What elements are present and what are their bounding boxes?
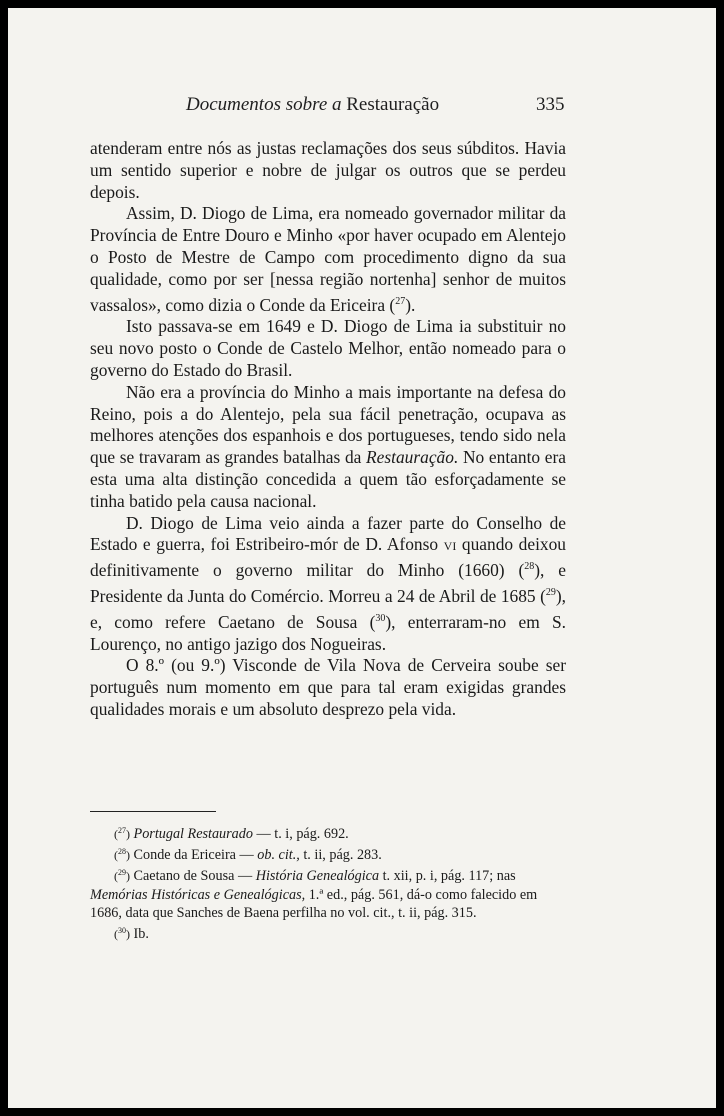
footnote-ref: 30: [375, 612, 386, 624]
footnote-separator: [90, 811, 216, 812]
paragraph: atenderam entre nós as justas reclamações dos seus súbditos. Havia um sentido superior e nobre de julgar os outros que se perdeu depois.: [90, 138, 566, 202]
page-number: 335: [536, 94, 565, 115]
book-page: [8, 8, 716, 1108]
paragraph: D. Diogo de Lima veio ainda a fazer parte do Conselho de Estado e guerra, foi Estribeiro-mór de D. Afonso vi quando deixou definitivamente o governo militar do Minho (1660) ($^{28}$), e Presidente da Junta do Comércio. Morreu a 24 de Abril de 1685 ($^{29}$), e, como refere Caetano de Sousa ($^{30}$), enterraram-no em S. Lourenço, no antigo jazigo dos Nogueiras.: [90, 512, 566, 654]
paragraph: O 8.º (ou 9.º) Visconde de Vila Nova de Cerveira soube ser português num momento em que para tal eram exigidas grandes qualidades morais e um absoluto desprezo pela vida.: [90, 655, 566, 719]
footnote-ref: 29: [545, 586, 556, 598]
footnote: ($^{30}$) Ib.: [114, 926, 149, 943]
footnote-ref: 27: [395, 295, 406, 307]
paragraph: Isto passava-se em 1649 e D. Diogo de Lima ia substituir no seu novo posto o Conde de Castelo Melhor, então nomeado para o governo do Estado do Brasil.: [90, 316, 566, 380]
footnote-ref: 28: [524, 561, 535, 573]
footnote: ($^{27}$) Portugal Restaurado — t. i, pág. 692.: [114, 826, 349, 842]
running-title: Documentos sobre a Restauração: [186, 94, 440, 115]
running-header: [8, 94, 716, 120]
footnote: ($^{28}$) Conde da Ericeira — ob. cit., t. ii, pág. 283.: [114, 847, 382, 864]
paragraph: Assim, D. Diogo de Lima, era nomeado governador militar da Província de Entre Douro e Minho «por haver ocupado em Alentejo o Posto de Mestre de Campo com procedimento digno da sua qualidade, como por ser [nessa região nortenha] senhor de muitos vassalos», como dizia o Conde da Ericeira ($^{27}$).: [90, 203, 566, 315]
footnote: ($^{29}$) Caetano de Sousa — História Genealógica t. xii, p. i, pág. 117; nas Memórias Históricas e Genealógicas, 1.ª ed., pág. 561, dá-o como falecido em 1686, data que Sanches de Baena perfilha no vol. cit., t. ii, pág. 315.: [90, 868, 538, 921]
paragraph: Não era a província do Minho a mais importante na defesa do Reino, pois a do Alentejo, pela sua fácil penetração, ocupava as melhores atenções dos espanhois e dos portugueses, tendo sido nela que se travaram as grandes batalhas da Restauração. No entanto era esta uma alta distinção concedida a quem tão esforçadamente se tinha batido pela causa nacional.: [90, 381, 566, 511]
footnotes: [90, 822, 566, 943]
body-text: [90, 138, 566, 721]
